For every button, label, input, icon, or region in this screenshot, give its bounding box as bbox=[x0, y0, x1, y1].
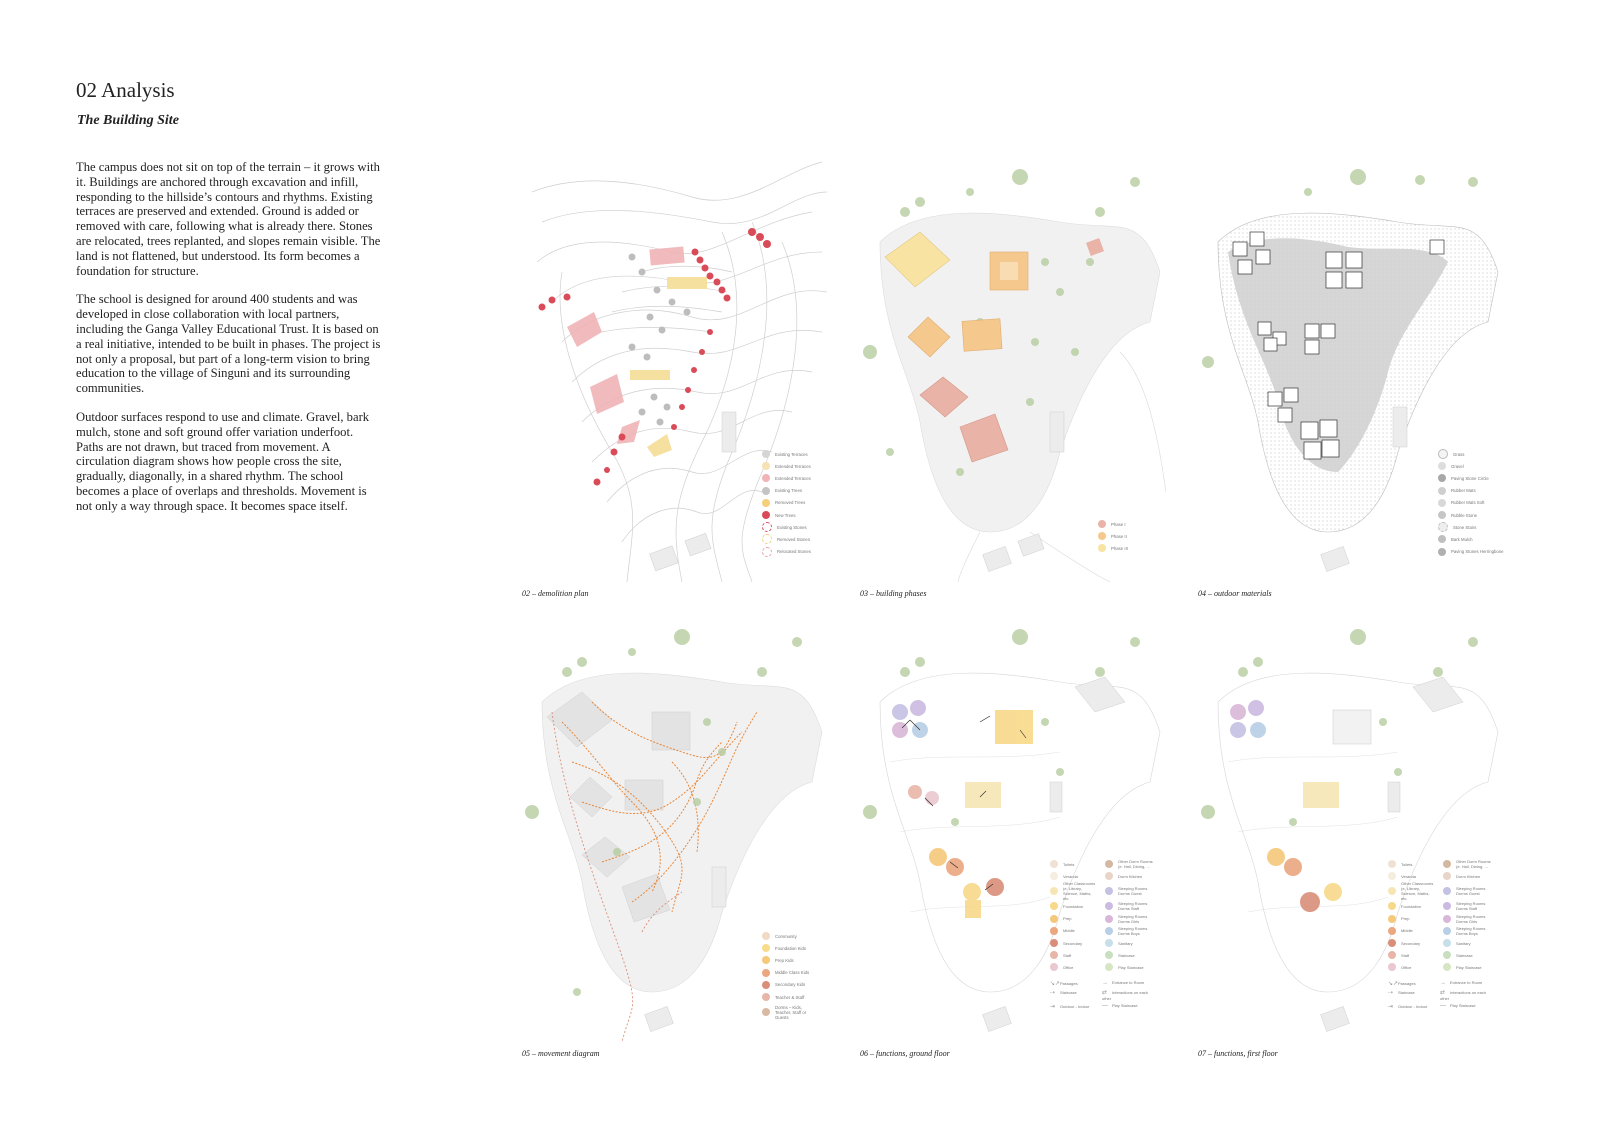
legend-item bbox=[762, 954, 813, 966]
legend-label: Gravel bbox=[1451, 463, 1464, 469]
panel-caption: 03 – building phases bbox=[860, 589, 927, 598]
legend-column-left bbox=[1388, 858, 1436, 974]
legend-item bbox=[762, 509, 811, 521]
legend-swatch bbox=[1388, 963, 1396, 971]
legend-column-left bbox=[1050, 858, 1098, 974]
legend-label: Relocated Stones bbox=[777, 549, 811, 555]
legend-swatch bbox=[1443, 963, 1451, 971]
legend-label: Sleeping Rooms Dorms Boys bbox=[1118, 925, 1148, 936]
legend-item bbox=[1105, 900, 1153, 912]
legend-swatch bbox=[1105, 951, 1113, 959]
page-subtitle: The Building Site bbox=[77, 113, 179, 128]
legend-item bbox=[1105, 949, 1153, 961]
legend-item bbox=[1105, 858, 1153, 870]
legend-item bbox=[1105, 882, 1153, 900]
legend-item bbox=[1443, 961, 1491, 973]
legend-item bbox=[1438, 485, 1504, 497]
legend-label: Middle bbox=[1063, 928, 1075, 934]
legend-label: Other Classrooms (e. Library, Science, Maths, etc. bbox=[1063, 881, 1096, 902]
legend-item bbox=[1050, 858, 1098, 870]
panel-caption: 05 – movement diagram bbox=[522, 1049, 600, 1058]
legend-swatch bbox=[762, 522, 772, 532]
legend-label: Toilets bbox=[1063, 861, 1075, 867]
legend-label: Sleeping Rooms Dorms Guest bbox=[1118, 886, 1148, 897]
legend-swatch bbox=[1438, 449, 1448, 459]
legend-item bbox=[1443, 913, 1491, 925]
line-legend-item bbox=[1440, 1003, 1492, 1010]
legend-swatch bbox=[1098, 544, 1106, 552]
legend-item bbox=[1050, 937, 1098, 949]
line-legend-label: Outdoor - Indoor bbox=[1398, 1004, 1428, 1009]
line-legend-item bbox=[1050, 989, 1102, 1001]
legend-item bbox=[762, 967, 813, 979]
legend-label: Paving Stones Herringbone bbox=[1451, 549, 1504, 555]
legend-label: Sanitary bbox=[1456, 940, 1471, 946]
legend-item bbox=[1443, 925, 1491, 937]
legend-label: Other Classrooms (e. Library, Science, Maths, etc. bbox=[1401, 881, 1434, 902]
panel-caption: 06 – functions, ground floor bbox=[860, 1049, 950, 1058]
body-text bbox=[76, 160, 382, 528]
legend-item bbox=[1105, 925, 1153, 937]
legend-item bbox=[1098, 530, 1128, 542]
line-legend-item bbox=[1102, 989, 1154, 1001]
line-legend-item bbox=[1050, 980, 1102, 987]
legend-label: Secondary bbox=[1063, 940, 1083, 946]
legend-item bbox=[1438, 460, 1504, 472]
legend-label: Dorm Kitchen bbox=[1118, 873, 1143, 879]
line-legend-label: Play Staircase bbox=[1112, 1003, 1138, 1008]
legend-swatch bbox=[1438, 499, 1446, 507]
functions-ground-line-legend bbox=[1050, 980, 1154, 1010]
legend-swatch bbox=[1438, 511, 1446, 519]
legend-label: Sleeping Rooms Dorms Guest bbox=[1456, 886, 1486, 897]
legend-label: Sleeping Rooms Dorms Boys bbox=[1456, 925, 1486, 936]
legend-label: Bark Mulch bbox=[1451, 536, 1473, 542]
building-phases-panel bbox=[860, 152, 1166, 598]
legend-swatch bbox=[1105, 860, 1113, 868]
legend-item bbox=[762, 521, 811, 533]
legend-swatch bbox=[1443, 915, 1451, 923]
legend-item bbox=[1443, 870, 1491, 882]
line-legend-mark: ⇥ bbox=[1388, 1004, 1394, 1010]
legend-swatch bbox=[1098, 520, 1106, 528]
legend-swatch bbox=[1105, 927, 1113, 935]
legend-swatch bbox=[1050, 887, 1058, 895]
legend-item bbox=[762, 991, 813, 1003]
legend-label: Teacher & Staff bbox=[775, 994, 805, 1000]
line-legend-label: Staircase bbox=[1398, 990, 1415, 995]
legend-swatch bbox=[1438, 462, 1446, 470]
paragraph-surfaces: Outdoor surfaces respond to use and climate. Gravel, bark mulch, stone and soft ground offer variation underfoot. Paths are not drawn, but traced from movement. A circulation diagram shows how people cross the site, gradually, diagonally, in a shared rhythm. The school becomes a place of overlaps and thresholds. Movement is not only a way through space. It becomes space itself. bbox=[76, 409, 370, 513]
legend-swatch bbox=[1438, 535, 1446, 543]
legend-swatch bbox=[1443, 927, 1451, 935]
legend-label: Staircase bbox=[1456, 952, 1473, 958]
legend-label: Removed Trees bbox=[775, 500, 806, 506]
legend-item bbox=[1388, 937, 1436, 949]
legend-label: Sleeping Rooms Dorms Girls bbox=[1456, 913, 1486, 924]
legend-label: Existing Stones bbox=[777, 524, 807, 530]
legend-label: Phase I bbox=[1111, 521, 1126, 527]
legend-swatch bbox=[762, 511, 770, 519]
functions-ground-floor-panel bbox=[860, 612, 1166, 1058]
legend-label: Prep bbox=[1063, 916, 1072, 922]
legend-swatch bbox=[1443, 860, 1451, 868]
legend-item bbox=[762, 942, 813, 954]
legend-item bbox=[1388, 882, 1436, 900]
line-legend-mark: ↘↗ bbox=[1050, 981, 1061, 987]
line-legend-mark: → bbox=[1102, 980, 1108, 986]
legend-label: Veranda bbox=[1063, 873, 1078, 879]
line-legend-label: Play Staircase bbox=[1450, 1003, 1476, 1008]
legend-swatch bbox=[1388, 951, 1396, 959]
paragraph-school: The school is designed for around 400 students and was developed in close collaboration with local partners, including the Ganga Valley Educational Trust. It is based on a real initiative, intended to be built in phases. The project is not only a proposal, but part of a long-term vision to bring education to the village of Singuni and its surrounding communities. bbox=[76, 292, 381, 396]
legend-swatch bbox=[762, 956, 770, 964]
legend-swatch bbox=[1050, 951, 1058, 959]
line-legend-item bbox=[1388, 989, 1440, 1001]
legend-label: Veranda bbox=[1401, 873, 1416, 879]
legend-label: Secondary bbox=[1401, 940, 1421, 946]
legend-item bbox=[762, 1003, 813, 1021]
legend-swatch bbox=[762, 487, 770, 495]
legend-label: Rubber Mats Soft bbox=[1451, 500, 1485, 506]
legend-label: Stone Stairs bbox=[1453, 524, 1477, 530]
legend-column-right bbox=[1443, 858, 1491, 974]
functions-first-legend bbox=[1388, 858, 1491, 974]
legend-swatch bbox=[762, 932, 770, 940]
legend-item bbox=[1388, 900, 1436, 912]
legend-swatch bbox=[1438, 487, 1446, 495]
legend-label: Existing Trees bbox=[775, 488, 802, 494]
line-legend-item bbox=[1440, 980, 1492, 987]
legend-label: Sleeping Rooms Dorms Staff bbox=[1118, 901, 1148, 912]
legend-swatch bbox=[762, 993, 770, 1001]
legend-swatch bbox=[1105, 872, 1113, 880]
legend-swatch bbox=[1050, 902, 1058, 910]
legend-label: Staff bbox=[1401, 952, 1410, 958]
legend-label: Sleeping Rooms Dorms Staff bbox=[1456, 901, 1486, 912]
legend-item bbox=[762, 979, 813, 991]
legend-swatch bbox=[762, 547, 772, 557]
line-legend-mark: ⇢ bbox=[1050, 990, 1056, 996]
legend-swatch bbox=[762, 499, 770, 507]
panel-caption: 02 – demolition plan bbox=[522, 589, 589, 598]
legend-label: Toilets bbox=[1401, 861, 1413, 867]
legend-swatch bbox=[1388, 902, 1396, 910]
line-legend-item bbox=[1102, 980, 1154, 987]
legend-item bbox=[1050, 882, 1098, 900]
legend-label: Other Dorm Rooms (e. Hall, Dining, ... bbox=[1456, 859, 1491, 870]
legend-label: Community bbox=[775, 933, 797, 939]
legend-item bbox=[1438, 533, 1504, 545]
legend-label: Foundation bbox=[1063, 903, 1084, 909]
page-title: 02 Analysis bbox=[76, 78, 175, 102]
functions-ground-legend bbox=[1050, 858, 1153, 974]
line-legend-label: Passages bbox=[1060, 981, 1078, 986]
line-legend-item bbox=[1440, 989, 1492, 1001]
legend-label: Office bbox=[1063, 964, 1074, 970]
legend-item bbox=[1388, 949, 1436, 961]
legend-label: Sanitary bbox=[1118, 940, 1133, 946]
legend-item bbox=[1438, 472, 1504, 484]
line-legend-label: Interactions on each other bbox=[1102, 990, 1149, 1001]
legend-item bbox=[1050, 913, 1098, 925]
legend-item bbox=[1388, 925, 1436, 937]
legend-swatch bbox=[1050, 915, 1058, 923]
line-legend-label: Passages bbox=[1398, 981, 1416, 986]
legend-swatch bbox=[1438, 522, 1448, 532]
movement-diagram-panel bbox=[522, 612, 828, 1058]
legend-swatch bbox=[1443, 951, 1451, 959]
legend-swatch bbox=[762, 969, 770, 977]
legend-swatch bbox=[762, 462, 770, 470]
legend-swatch bbox=[762, 1008, 770, 1016]
legend-item bbox=[1438, 497, 1504, 509]
legend-label: Staircase bbox=[1118, 952, 1135, 958]
functions-first-floor-drawing bbox=[1198, 612, 1504, 1042]
legend-swatch bbox=[1388, 872, 1396, 880]
legend-item bbox=[1050, 949, 1098, 961]
legend-item bbox=[1388, 961, 1436, 973]
building-phases-legend bbox=[1098, 518, 1128, 555]
legend-swatch bbox=[762, 450, 770, 458]
legend-label: Paving Stone Circle bbox=[1451, 475, 1489, 481]
line-legend-label: Staircase bbox=[1060, 990, 1077, 995]
legend-swatch bbox=[762, 474, 770, 482]
legend-label: Middle bbox=[1401, 928, 1413, 934]
legend-label: Grass bbox=[1453, 451, 1465, 457]
legend-swatch bbox=[762, 534, 772, 544]
panel-caption: 07 – functions, first floor bbox=[1198, 1049, 1278, 1058]
panel-caption: 04 – outdoor materials bbox=[1198, 589, 1272, 598]
legend-label: Prep Kids bbox=[775, 957, 794, 963]
functions-ground-floor-drawing bbox=[860, 612, 1166, 1042]
outdoor-materials-legend bbox=[1438, 448, 1504, 558]
legend-item bbox=[762, 460, 811, 472]
line-legend-mark: ⇄ bbox=[1102, 990, 1108, 996]
line-legend-mark: ⇄ bbox=[1440, 990, 1446, 996]
legend-item bbox=[762, 930, 813, 942]
legend-swatch bbox=[1050, 927, 1058, 935]
legend-swatch bbox=[1443, 872, 1451, 880]
legend-item bbox=[762, 497, 811, 509]
line-legend-mark: — bbox=[1440, 1003, 1446, 1009]
legend-label: Staff bbox=[1063, 952, 1072, 958]
functions-first-floor-panel bbox=[1198, 612, 1504, 1058]
functions-first-line-legend bbox=[1388, 980, 1492, 1010]
legend-swatch bbox=[1050, 872, 1058, 880]
legend-swatch bbox=[1105, 902, 1113, 910]
legend-column-right bbox=[1105, 858, 1153, 974]
legend-item bbox=[1438, 509, 1504, 521]
legend-swatch bbox=[1388, 939, 1396, 947]
line-legend-mark: ⇥ bbox=[1050, 1004, 1056, 1010]
movement-diagram-legend bbox=[762, 930, 813, 1021]
legend-item bbox=[1443, 858, 1491, 870]
legend-label: Foundation bbox=[1401, 903, 1422, 909]
legend-swatch bbox=[1098, 532, 1106, 540]
legend-item bbox=[1443, 949, 1491, 961]
legend-label: Prep bbox=[1401, 916, 1410, 922]
legend-label: Rubble Stone bbox=[1451, 512, 1478, 518]
legend-label: Play Staircase bbox=[1456, 964, 1482, 970]
legend-label: Dorms – Kids, Teacher, Staff or Guests bbox=[775, 1004, 807, 1020]
legend-item bbox=[1443, 900, 1491, 912]
legend-item bbox=[1105, 961, 1153, 973]
legend-label: Sleeping Rooms Dorms Girls bbox=[1118, 913, 1148, 924]
demolition-plan-panel bbox=[522, 152, 828, 598]
legend-swatch bbox=[1050, 860, 1058, 868]
legend-label: Removed Stones bbox=[777, 536, 810, 542]
legend-item bbox=[1105, 937, 1153, 949]
line-legend-label: Entrance to Room bbox=[1450, 980, 1483, 985]
legend-item bbox=[1443, 882, 1491, 900]
legend-label: Extended Terraces bbox=[775, 475, 811, 481]
legend-item bbox=[1105, 870, 1153, 882]
legend-item bbox=[1105, 913, 1153, 925]
legend-swatch bbox=[1443, 902, 1451, 910]
legend-label: Middle Class Kids bbox=[775, 970, 810, 976]
legend-item bbox=[1388, 858, 1436, 870]
legend-item bbox=[762, 533, 811, 545]
legend-swatch bbox=[1388, 860, 1396, 868]
legend-label: Extended Terraces bbox=[775, 463, 811, 469]
legend-label: Secondary Kids bbox=[775, 982, 806, 988]
legend-label: Other Dorm Rooms (e. Hall, Dining, ... bbox=[1118, 859, 1153, 870]
legend-item bbox=[1050, 961, 1098, 973]
legend-label: Existing Terraces bbox=[775, 451, 808, 457]
line-legend-mark: → bbox=[1440, 980, 1446, 986]
legend-swatch bbox=[1388, 927, 1396, 935]
legend-swatch bbox=[1438, 548, 1446, 556]
demolition-plan-legend bbox=[762, 448, 811, 558]
legend-label: Office bbox=[1401, 964, 1412, 970]
legend-item bbox=[1443, 937, 1491, 949]
line-legend-mark: ⇢ bbox=[1388, 990, 1394, 996]
legend-item bbox=[1438, 448, 1504, 460]
line-legend-mark: — bbox=[1102, 1003, 1108, 1009]
line-legend-item bbox=[1050, 1003, 1102, 1010]
legend-label: Foundation Kids bbox=[775, 945, 807, 951]
legend-label: Rubber Mats bbox=[1451, 488, 1476, 494]
legend-swatch bbox=[762, 981, 770, 989]
legend-swatch bbox=[1388, 887, 1396, 895]
legend-swatch bbox=[1105, 939, 1113, 947]
legend-swatch bbox=[1105, 887, 1113, 895]
legend-item bbox=[762, 448, 811, 460]
line-legend-label: Entrance to Room bbox=[1112, 980, 1145, 985]
legend-swatch bbox=[1105, 963, 1113, 971]
legend-item bbox=[762, 546, 811, 558]
line-legend-item bbox=[1388, 980, 1440, 987]
legend-label: Play Staircase bbox=[1118, 964, 1144, 970]
legend-label: Dorm Kitchen bbox=[1456, 873, 1481, 879]
legend-swatch bbox=[1443, 887, 1451, 895]
legend-item bbox=[1098, 542, 1128, 554]
line-legend-item bbox=[1102, 1003, 1154, 1010]
legend-label: Phase II bbox=[1111, 533, 1127, 539]
legend-swatch bbox=[1438, 474, 1446, 482]
legend-swatch bbox=[1443, 939, 1451, 947]
line-legend-item bbox=[1388, 1003, 1440, 1010]
legend-item bbox=[1438, 546, 1504, 558]
legend-label: Phase III bbox=[1111, 545, 1128, 551]
legend-item bbox=[1388, 913, 1436, 925]
legend-swatch bbox=[1050, 963, 1058, 971]
line-legend-label: Outdoor - Indoor bbox=[1060, 1004, 1090, 1009]
legend-swatch bbox=[1050, 939, 1058, 947]
paragraph-terrain: The campus does not sit on top of the terrain – it grows with it. Buildings are anchored through excavation and infill, responding to the hillside’s contours and rhythms. Existing terraces are preserved and extended. Ground is added or removed with care, following what is already there. Stones are relocated, trees replanted, and slopes remain visible. The land is not flattened, but understood. Its form becomes a foundation for structure. bbox=[76, 160, 381, 278]
line-legend-mark: ↘↗ bbox=[1388, 981, 1399, 987]
legend-item bbox=[1050, 925, 1098, 937]
legend-label: New Trees bbox=[775, 512, 796, 518]
outdoor-materials-panel bbox=[1198, 152, 1504, 598]
legend-item bbox=[1098, 518, 1128, 530]
legend-item bbox=[1438, 521, 1504, 533]
legend-swatch bbox=[1105, 915, 1113, 923]
legend-item bbox=[762, 485, 811, 497]
legend-item bbox=[1050, 900, 1098, 912]
line-legend-label: Interactions on each other bbox=[1440, 990, 1487, 1001]
legend-swatch bbox=[762, 944, 770, 952]
legend-swatch bbox=[1388, 915, 1396, 923]
legend-item bbox=[762, 472, 811, 484]
